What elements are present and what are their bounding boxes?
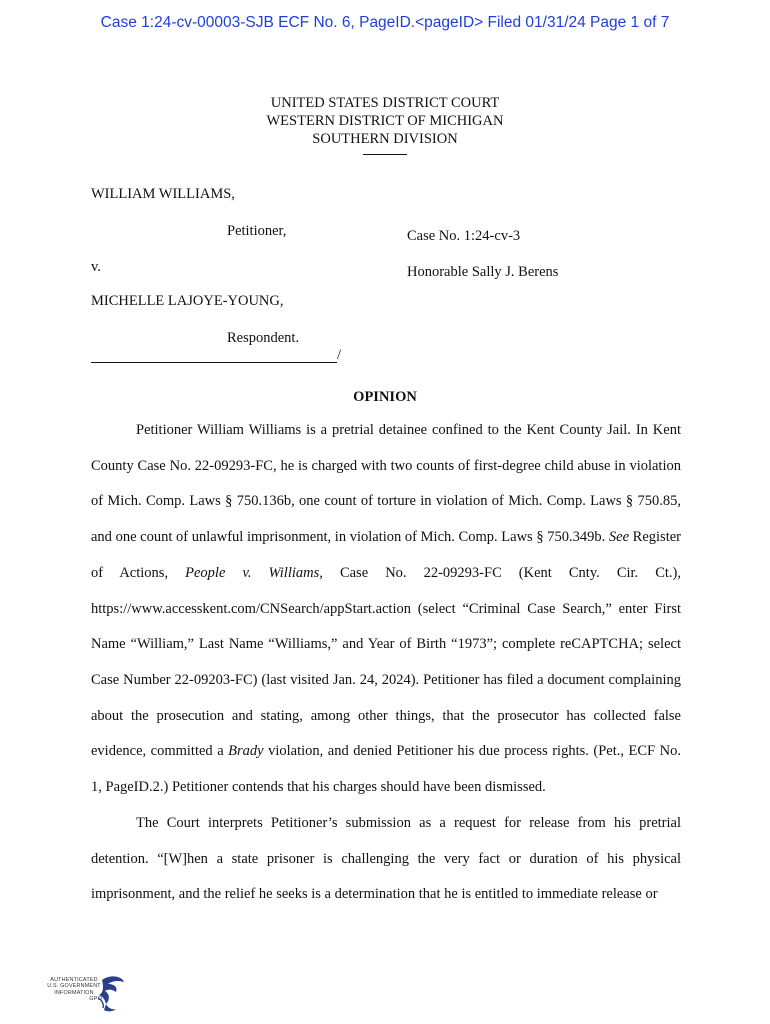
opinion-paragraph-2 (91, 806, 681, 913)
paragraph-text: Register of Actions, (91, 529, 681, 581)
caption-underline (91, 362, 337, 363)
ecf-header-stamp: Case 1:24-cv-00003-SJB ECF No. 6, PageID.<pageID> Filed 01/31/24 Page 1 of 7 (100, 14, 670, 31)
heading-divider (363, 154, 407, 155)
gpo-authentication-seal (46, 974, 128, 1016)
paragraph-text: Petitioner William Williams is a pretrial detainee confined to the Kent County Jail. In Kent County Case No. 22-09293-FC, he is charged with two counts of first-degree child abuse in violation of Mich. Comp. Laws § 750.136b, one count of torture in violation of Mich. Comp. Laws § 750.85, and one count of unlawful imprisonment, in violation of Mich. Comp. Laws § 750.349b. (91, 422, 681, 546)
gpo-eagle-icon (96, 974, 126, 1016)
case-name: People v. Williams (185, 564, 320, 581)
gpo-seal-line: INFORMATION (54, 989, 94, 996)
respondent-name: MICHELLE LAJOYE-YOUNG, (91, 293, 284, 309)
court-name: UNITED STATES DISTRICT COURT (270, 95, 500, 111)
paragraph-text: violation, and denied Petitioner his due process rights. (Pet., ECF No. 1, PageID.2.) Petitioner contends that his charges should have been dismissed. (91, 743, 681, 796)
caption-slash: / (337, 347, 342, 363)
court-district: WESTERN DISTRICT OF MICHIGAN (266, 113, 504, 129)
court-heading (0, 94, 770, 148)
paragraph-text: The Court interprets Petitioner’s submission as a request for release from his pretrial detention. “[W]hen a state prisoner is challenging the very fact or duration of his physical imprisonment, and the relief he seeks is a determination that he is entitled to immediate release or (91, 815, 681, 903)
case-number: Case No. 1:24-cv-3 (407, 228, 521, 244)
gpo-seal-line: GPO (89, 996, 102, 1003)
opinion-title: OPINION (353, 389, 417, 405)
citation-signal: See (608, 529, 630, 546)
court-division: SOUTHERN DIVISION (312, 131, 458, 147)
versus-label: v. (91, 259, 101, 275)
judge-name: Honorable Sally J. Berens (407, 264, 559, 280)
petitioner-role: Petitioner, (227, 223, 287, 239)
petitioner-name: WILLIAM WILLIAMS, (91, 186, 235, 202)
opinion-paragraph-1 (91, 413, 681, 806)
gpo-seal-line: U.S. GOVERNMENT (47, 983, 101, 990)
case-name: Brady (228, 743, 264, 760)
gpo-seal-text (46, 977, 102, 1003)
respondent-role: Respondent. (227, 330, 300, 346)
gpo-seal-line: AUTHENTICATED (50, 977, 98, 983)
paragraph-text: , Case No. 22-09293-FC (Kent Cnty. Cir. Ct.), https://www.accesskent.com/CNSearch/appStart.action (select “Criminal Case Search,” enter First Name “William,” Last Name “Williams,” and Year of Birth “1973”; complete reCAPTCHA; select Case Number 22-09203-FC) (last visited Jan. 24, 2024). Petitioner has filed a document complaining about the prosecution and stating, among other things, that the prosecutor has collected false evidence, committed a (91, 564, 682, 760)
